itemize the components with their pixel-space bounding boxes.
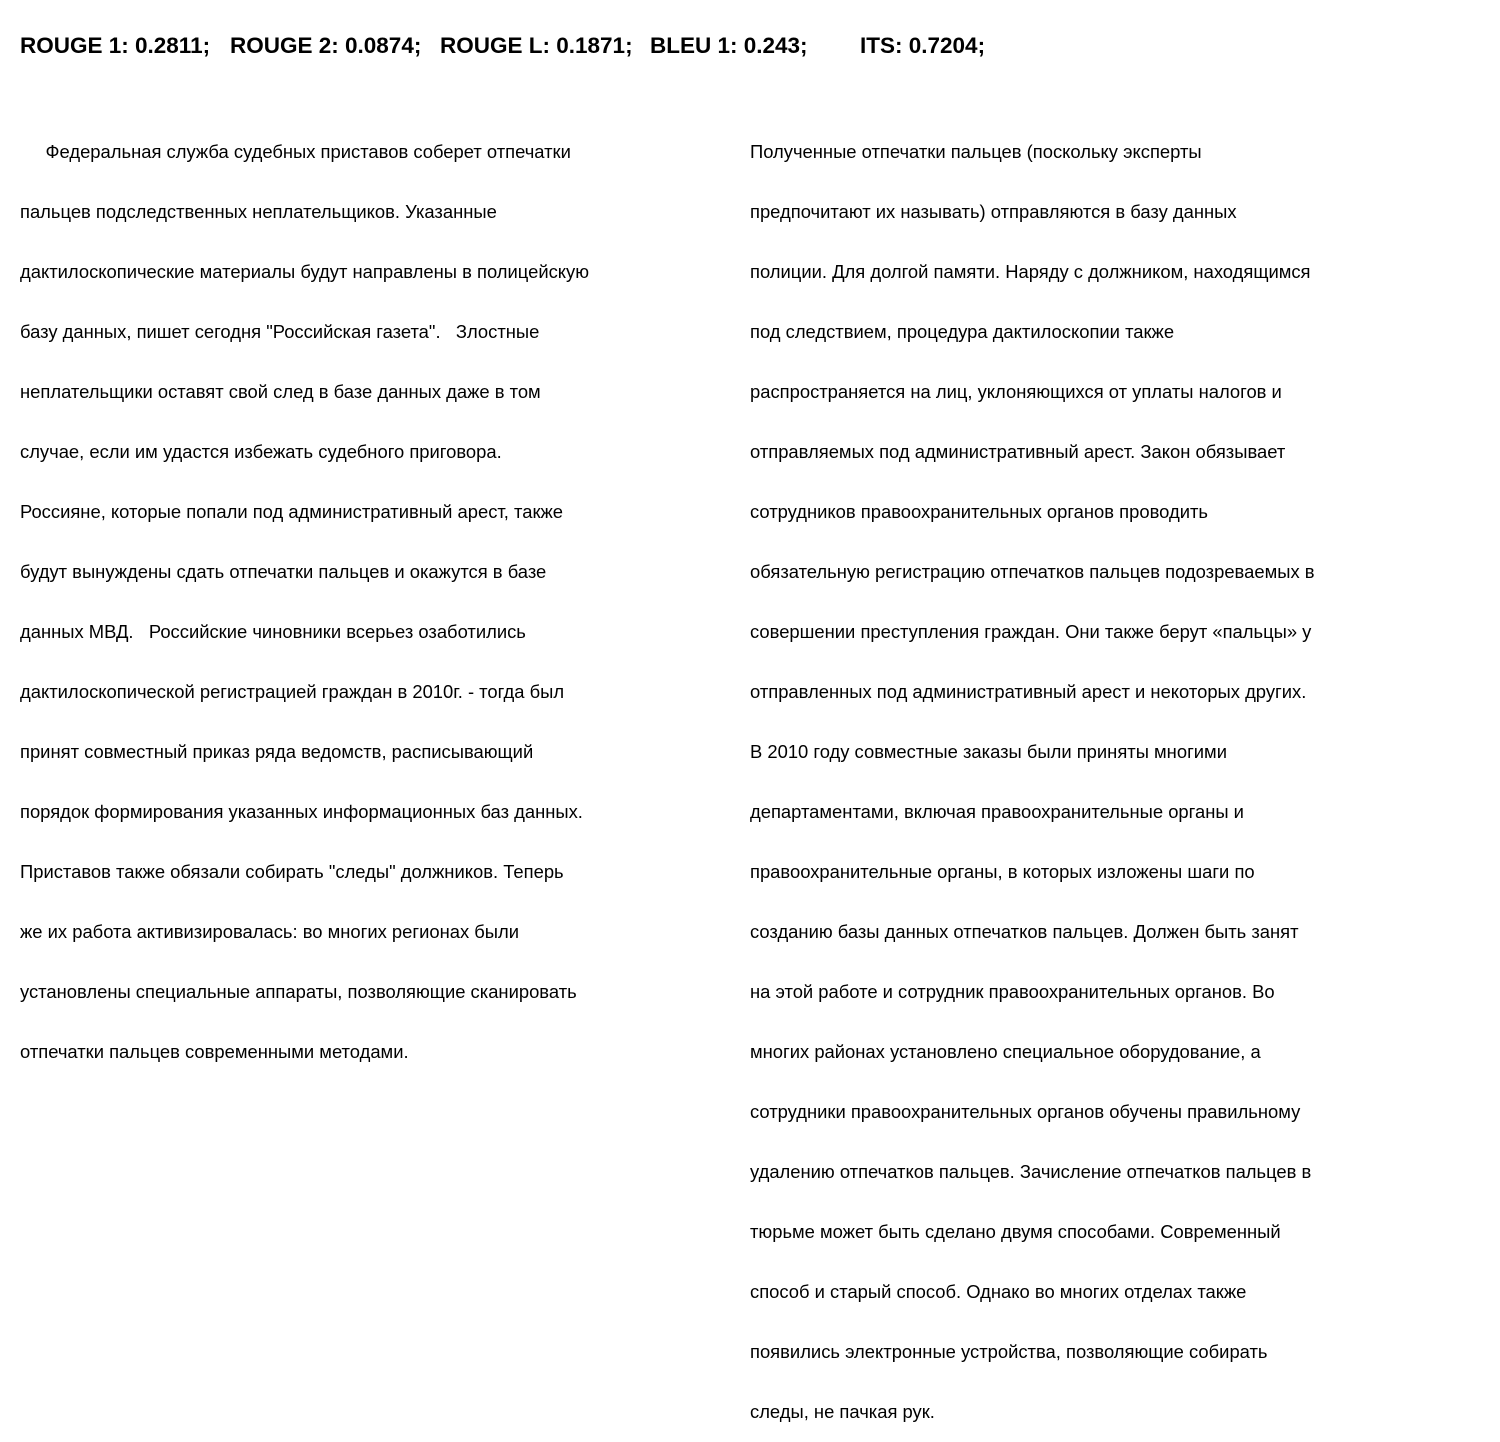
text-line: же их работа активизировалась: во многих регионах были <box>20 921 520 942</box>
text-line: следы, не пачкая рук. <box>750 1401 935 1422</box>
text-line: под следствием, процедура дактилоскопии также <box>750 321 1175 342</box>
text-line: сотрудников правоохранительных органов проводить <box>750 501 1208 522</box>
text-line: предпочитают их называть) отправляются в базу данных <box>750 201 1237 222</box>
bleu-1-score: BLEU 1: 0.243; <box>650 33 808 58</box>
text-line: случае, если им удастся избежать судебного приговора. <box>20 441 502 462</box>
text-line: способ и старый способ. Однако во многих отделах также <box>750 1281 1247 1302</box>
text-line: многих районах установлено специальное оборудование, а <box>750 1041 1261 1062</box>
text-line: Полученные отпечатки пальцев (поскольку эксперты <box>750 141 1202 162</box>
rouge-l-score: ROUGE L: 0.1871; <box>440 33 633 58</box>
text-line: отправляемых под административный арест. Закон обязывает <box>750 441 1286 462</box>
text-line: дактилоскопической регистрацией граждан в 2010г. - тогда был <box>20 681 565 702</box>
text-line: удалению отпечатков пальцев. Зачисление отпечатков пальцев в <box>750 1161 1312 1182</box>
text-line: сотрудники правоохранительных органов обучены правильному <box>750 1101 1301 1122</box>
text-line: полиции. Для долгой памяти. Наряду с должником, находящимся <box>750 261 1311 282</box>
text-line: тюрьме может быть сделано двумя способами. Современный <box>750 1221 1281 1242</box>
text-line: созданию базы данных отпечатков пальцев. Должен быть занят <box>750 921 1299 942</box>
text-line: обязательную регистрацию отпечатков пальцев подозреваемых в <box>750 561 1315 582</box>
text-line: данных МВД. Российские чиновники всерьез озаботились <box>20 621 526 642</box>
text-line: отпечатки пальцев современными методами. <box>20 1041 409 1062</box>
text-line: появились электронные устройства, позволяющие собирать <box>750 1341 1268 1362</box>
reference-text <box>20 102 720 1082</box>
metrics-bar <box>20 31 986 61</box>
text-line: отправленных под административный арест и некоторых других. <box>750 681 1307 702</box>
text-line: департаментами, включая правоохранительные органы и <box>750 801 1244 822</box>
text-line: на этой работе и сотрудник правоохранительных органов. Во <box>750 981 1275 1002</box>
text-line: принят совместный приказ ряда ведомств, расписывающий <box>20 741 534 762</box>
text-line: порядок формирования указанных информационных баз данных. <box>20 801 583 822</box>
text-line: В 2010 году совместные заказы были приняты многими <box>750 741 1227 762</box>
text-line: дактилоскопические материалы будут направлены в полицейскую <box>20 261 590 282</box>
text-line: неплательщики оставят свой след в базе данных даже в том <box>20 381 541 402</box>
text-line: правоохранительные органы, в которых изложены шаги по <box>750 861 1255 882</box>
text-line: Федеральная служба судебных приставов соберет отпечатки <box>20 141 571 162</box>
text-line: базу данных, пишет сегодня "Российская газета". Злостные <box>20 321 540 342</box>
text-line: будут вынуждены сдать отпечатки пальцев и окажутся в базе <box>20 561 547 582</box>
text-line: распространяется на лиц, уклоняющихся от уплаты налогов и <box>750 381 1282 402</box>
text-line: пальцев подследственных неплательщиков. Указанные <box>20 201 497 222</box>
text-line: установлены специальные аппараты, позволяющие сканировать <box>20 981 577 1002</box>
rouge-2-score: ROUGE 2: 0.0874; <box>230 33 422 58</box>
text-line: Россияне, которые попали под административный арест, также <box>20 501 564 522</box>
generated-text <box>750 102 1470 1442</box>
its-score: ITS: 0.7204; <box>860 33 986 58</box>
rouge-1-score: ROUGE 1: 0.2811; <box>20 33 211 58</box>
text-line: Приставов также обязали собирать "следы" должников. Теперь <box>20 861 564 882</box>
text-line: совершении преступления граждан. Они также берут «пальцы» у <box>750 621 1312 642</box>
